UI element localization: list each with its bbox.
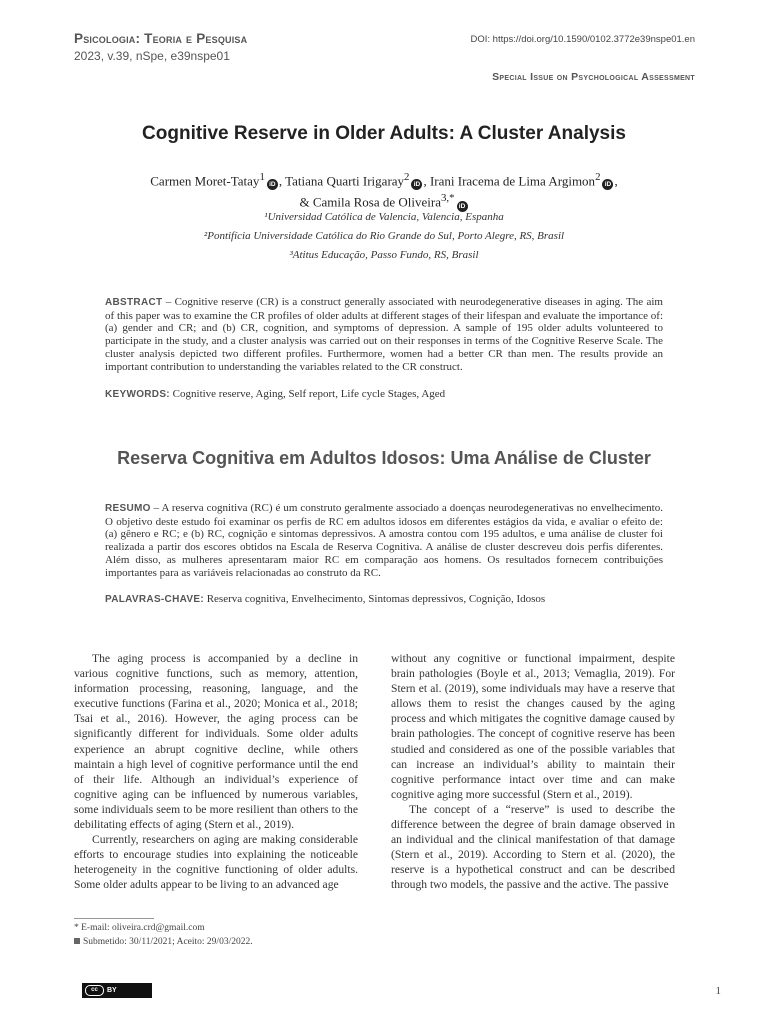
- affiliation-3: ³Atitus Educação, Passo Fundo, RS, Brasil: [289, 249, 479, 261]
- abstract-label: ABSTRACT: [105, 297, 163, 308]
- abstract-block: [105, 296, 663, 373]
- body-paragraph: The aging process is accompanied by a decline in various cognitive functions, such as memory, attention, information processing, reasoning, language, and the executive functions (Farina et al., 2020; Monica et al., 2018; Tsai et al., 2016). However, the aging process can be significantly different for individuals. Some older adults experience an abrupt cognitive decline, while others maintain a high level of cognitive performance until the end of their life. Although an individual’s experience of cognitive aging can be influenced by numerous variables, some individuals seem to be more resilient than others to the debilitating effects of aging (Stern et al., 2019).: [74, 652, 358, 832]
- resumo-block: [105, 502, 663, 579]
- abstract-text: – Cognitive reserve (CR) is a construct generally associated with neurodegenerative diseases in aging. The aim of this paper was to examine the CR profiles of older adults at different stages of their lifespan and evaluate the importance of: (a) gender and CR; and (b) CR, cognition, and symptoms of depression. A sample of 195 older adults volunteered to participate in the study, and a cluster analysis was carried out on their responses in terms of the Cognitive Reserve Scale. The cluster analysis depicted two different profiles. Furthermore, women had a better CR than men. The results provide an important contribution to understanding the variables related to the CR construct.: [105, 296, 663, 373]
- doi-link[interactable]: DOI: https://doi.org/10.1590/0102.3772e39nspe01.en: [470, 34, 695, 45]
- palavras-chave-line: [105, 593, 545, 605]
- body-paragraph: Currently, researchers on aging are making considerable efforts to encourage studies into explaining the noticeable heterogeneity in the cognitive functioning of older adults. Some older adults appear to be living to an advanced age: [74, 833, 358, 892]
- orcid-icon[interactable]: iD: [602, 179, 613, 190]
- cc-license-badge[interactable]: [82, 983, 152, 998]
- author-name: Tatiana Quarti Irigaray: [285, 173, 405, 189]
- resumo-label: RESUMO: [105, 503, 151, 514]
- palavras-chave-label: PALAVRAS-CHAVE:: [105, 594, 204, 605]
- footnote-dates: Submetido: 30/11/2021; Aceito: 29/03/2022.: [83, 937, 253, 947]
- article-title: Cognitive Reserve in Older Adults: A Cluster Analysis: [142, 123, 626, 144]
- portuguese-title: Reserva Cognitiva em Adultos Idosos: Uma Análise de Cluster: [117, 448, 651, 468]
- body-paragraph: The concept of a “reserve” is used to describe the difference between the degree of brain damage observed in an individual and the clinical manifestation of that damage (Stern et al., 2019). According to Stern et al. (2020), the reserve is a hypothetical construct and can be described through two models, the passive and the active. The passive: [391, 802, 675, 892]
- resumo-text: – A reserva cognitiva (RC) é um construto geralmente associado a doenças neurodegenerativas no envelhecimento. O objetivo deste estudo foi examinar os perfis de RC em adultos idosos em diferentes estágios da vida, e avaliar o efeito de: (a) gênero e RC; e (b) RC, cognição e sintomas depressivos. A amostra contou com 195 adultos, e uma análise de cluster foi realizada a partir dos escores obtidos na Escala de Reserva Cognitiva. A análise de cluster descreveu dois perfis diferentes. Além disso, as mulheres apresentaram maior RC em comparação aos homens. Os resultados fornecem contribuições importantes para as variáveis relacionadas ao construto da RC.: [105, 502, 663, 579]
- affiliation-1: ¹Universidad Católica de Valencia, Valencia, Espanha: [264, 211, 504, 223]
- body-paragraph: without any cognitive or functional impairment, despite brain pathologies (Boyle et al., 2013; Vemaglia, 2019). For Stern et al. (2019), some individuals may have a reserve that allows them to resist the changes caused by the aging process and which mitigates the cognitive damage caused by brain pathologies. The concept of cognitive reserve has been studied and considered as one of the possible variables that can increase an individual’s ability to maintain their cognitive performance intact over time and can make cognitive aging more successful (Stern et al., 2019).: [391, 652, 675, 801]
- author-affiliation-sup: 2: [595, 171, 601, 183]
- footnote-divider: [74, 918, 154, 919]
- author-affiliation-sup: 3,*: [441, 192, 455, 205]
- special-issue-label: Special Issue on Psychological Assessment: [492, 71, 695, 83]
- orcid-icon[interactable]: iD: [457, 201, 468, 212]
- keywords-label: KEYWORDS:: [105, 389, 170, 400]
- body-column-left: [74, 651, 358, 893]
- cc-icon: cc: [85, 985, 104, 996]
- author-prefix: &: [299, 194, 313, 210]
- author-line-2: [100, 190, 668, 211]
- square-bullet-icon: [74, 938, 80, 944]
- author-line-1: Carmen Moret-Tatay$^1$iD , Tatiana Quarti Irigaray$^2$iD , Irani Iracema de Lima Argimon$^2$iD ,: [150, 171, 618, 189]
- keywords-text: Cognitive reserve, Aging, Self report, Life cycle Stages, Aged: [169, 388, 446, 400]
- orcid-icon[interactable]: iD: [267, 179, 278, 190]
- author-name: Camila Rosa de Oliveira: [312, 194, 441, 210]
- palavras-chave-text: Reserva cognitiva, Envelhecimento, Sintomas depressivos, Cognição, Idosos: [203, 593, 546, 605]
- footnote-dates-line: [74, 937, 253, 947]
- author-name: Irani Iracema de Lima Argimon: [429, 173, 596, 189]
- body-column-right: [391, 651, 675, 893]
- author-affiliation-sup: 1: [259, 171, 265, 183]
- orcid-icon[interactable]: iD: [411, 179, 422, 190]
- author-affiliation-sup: 2: [404, 171, 410, 183]
- author-name: Carmen Moret-Tatay: [150, 173, 260, 189]
- footnote-email: * E-mail: oliveira.crd@gmail.com: [74, 923, 205, 933]
- journal-name: Psicologia: Teoria e Pesquisa: [74, 31, 248, 46]
- keywords-line: [105, 388, 445, 400]
- page-number: 1: [715, 985, 721, 997]
- author-list: [100, 169, 668, 212]
- affiliation-2: ²Pontifícia Universidade Católica do Rio Grande do Sul, Porto Alegre, RS, Brasil: [203, 230, 565, 242]
- cc-by-label: BY: [107, 987, 117, 994]
- volume-info: 2023, v.39, nSpe, e39nspe01: [74, 49, 230, 63]
